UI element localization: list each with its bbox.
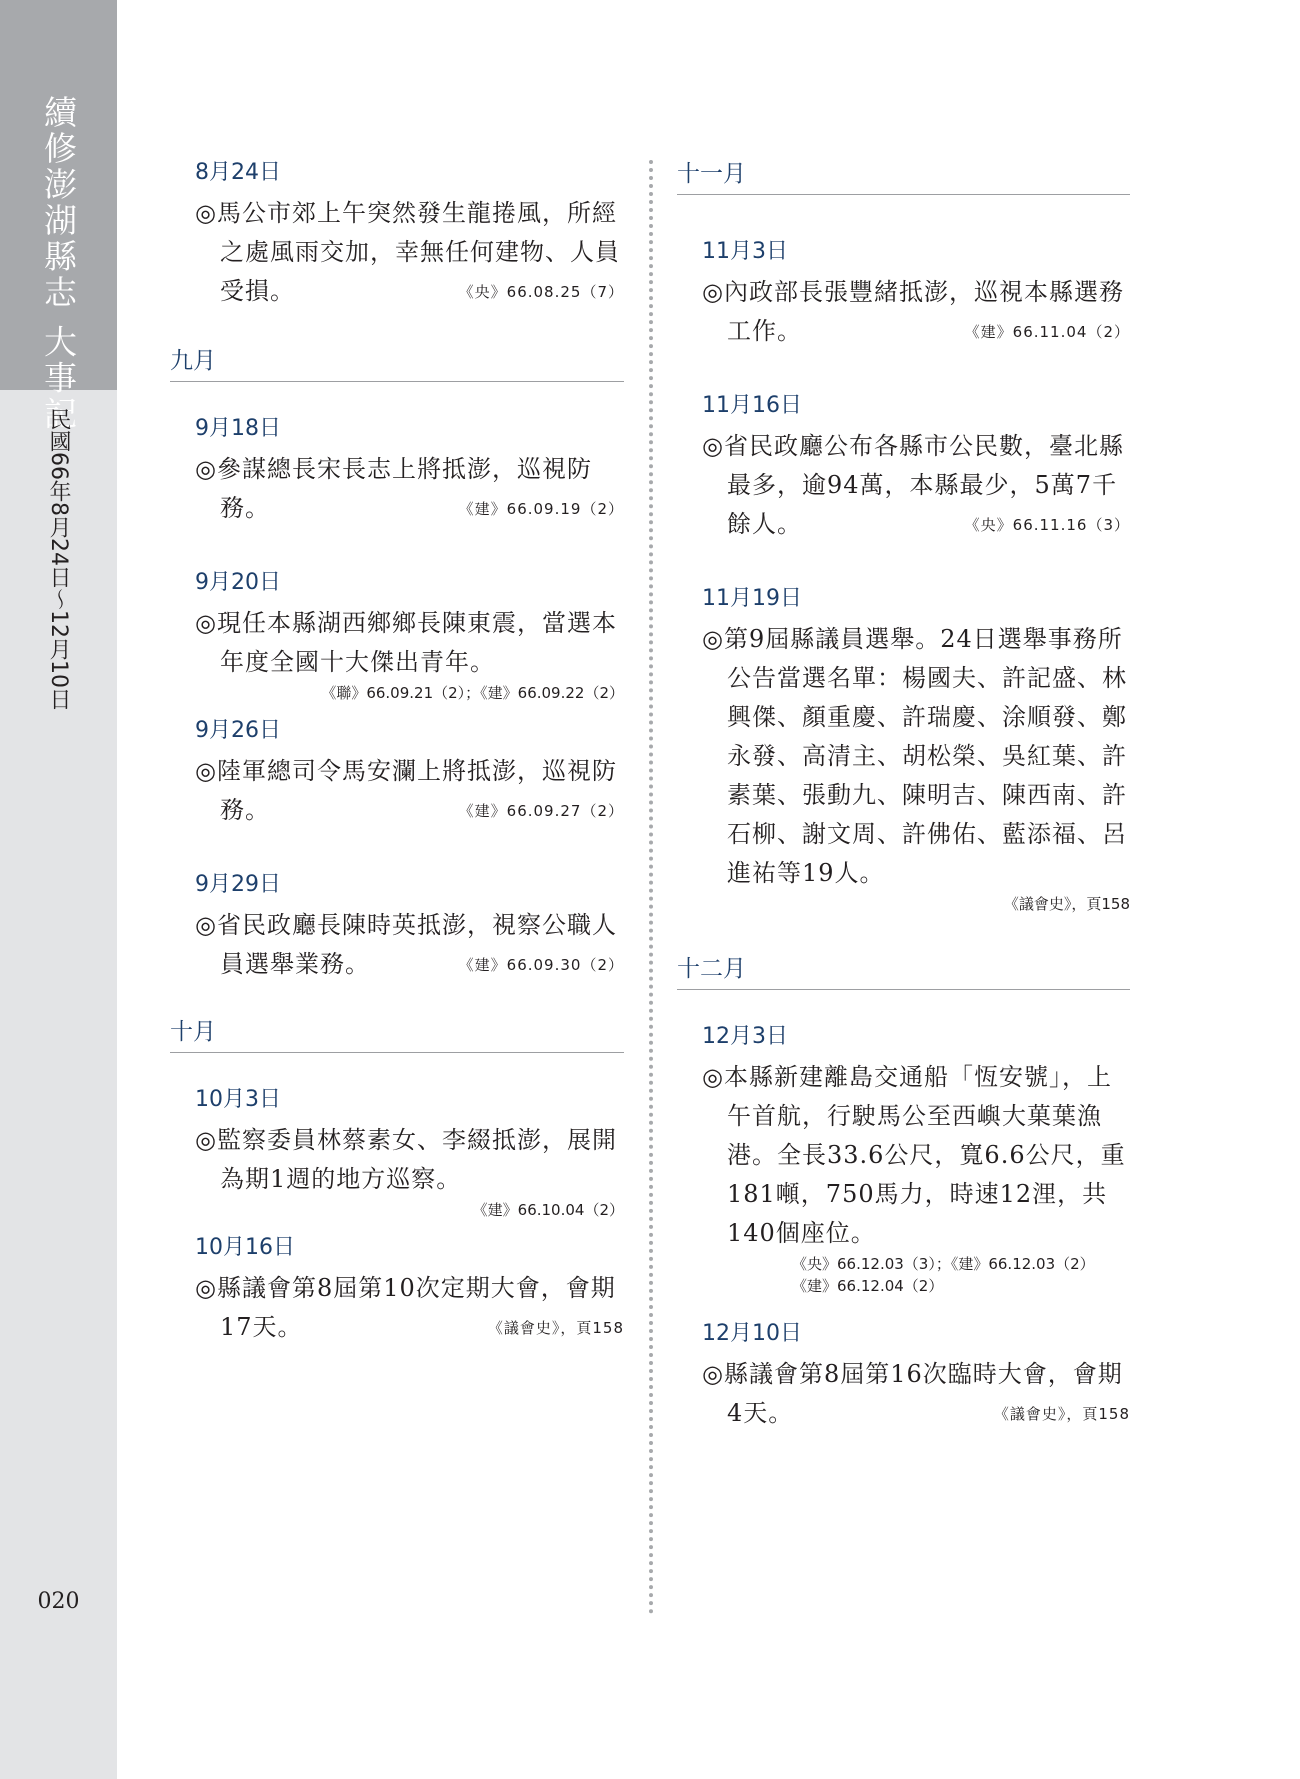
entry bbox=[195, 1233, 624, 1347]
entry-text: ◎內政部長張豐緒抵澎，巡視本縣選務工作。 《建》66.11.04（2） bbox=[702, 278, 1130, 345]
entry bbox=[702, 1319, 1130, 1433]
entry-date: 12月3日 bbox=[702, 1024, 788, 1049]
entry-date: 10月3日 bbox=[195, 1087, 281, 1112]
entry bbox=[195, 568, 624, 704]
entry-source: 《議會史》，頁158 bbox=[1003, 895, 1130, 913]
entry-date: 10月16日 bbox=[195, 1235, 295, 1260]
entry bbox=[702, 1022, 1130, 1297]
entry-source: 《央》66.11.16（3） bbox=[964, 516, 1130, 534]
entry-source: 《建》66.10.04（2） bbox=[472, 1201, 624, 1219]
entry bbox=[195, 716, 624, 830]
left-column bbox=[170, 158, 624, 1347]
entry-text: ◎省民政廳公布各縣市公民數，臺北縣最多，逾94萬，本縣最少，5萬7千餘人。 《央》66.11.16（3） bbox=[702, 432, 1130, 538]
entry-text: ◎參謀總長宋長志上將抵澎，巡視防務。 《建》66.09.19（2） bbox=[195, 455, 624, 522]
entry-source: 《建》66.09.30（2） bbox=[458, 956, 624, 974]
entry-text: ◎第9屆縣議員選舉。24日選舉事務所公告當選名單：楊國夫、許記盛、林興傑、顏重慶、許瑞慶、涂順發、鄭永發、高清主、胡松榮、吳紅葉、許素葉、張動九、陳明吉、陳西南、許石柳、謝文周、許佛佑、藍添福、呂進祐等19人。 bbox=[702, 625, 1127, 887]
entry-text: ◎縣議會第8屆第16次臨時大會，會期4天。 《議會史》，頁158 bbox=[702, 1360, 1130, 1427]
entry bbox=[702, 237, 1130, 351]
month-header-october: 十月 bbox=[170, 1008, 624, 1053]
month-header-september: 九月 bbox=[170, 337, 624, 382]
entry-source: 《央》66.08.25（7） bbox=[458, 283, 624, 301]
entry-text: ◎監察委員林蔡素女、李綴抵澎，展開為期1週的地方巡察。 bbox=[195, 1126, 617, 1193]
entry bbox=[702, 584, 1130, 915]
entry-source: 《聯》66.09.21（2）；《建》66.09.22（2） bbox=[321, 684, 624, 702]
month-header-december: 十二月 bbox=[677, 945, 1130, 990]
entry-text: ◎省民政廳長陳時英抵澎，視察公職人員選舉業務。 《建》66.09.30（2） bbox=[195, 911, 624, 978]
entry-date: 8月24日 bbox=[195, 160, 281, 185]
entry bbox=[195, 870, 624, 984]
entry-text: ◎陸軍總司令馬安瀾上將抵澎，巡視防務。 《建》66.09.27（2） bbox=[195, 757, 624, 824]
entry-date: 11月3日 bbox=[702, 239, 788, 264]
entry-text: ◎本縣新建離島交通船「恆安號」，上午首航，行駛馬公至西嶼大菓葉漁港。全長33.6公尺，寬6.6公尺，重181噸，750馬力，時速12浬，共140個座位。 bbox=[702, 1063, 1126, 1247]
entry-source: 《議會史》，頁158 bbox=[487, 1319, 624, 1337]
entry-text: ◎縣議會第8屆第10次定期大會，會期17天。 《議會史》，頁158 bbox=[195, 1274, 624, 1341]
entry-source: 《建》66.09.19（2） bbox=[458, 500, 624, 518]
entry-date: 9月29日 bbox=[195, 872, 281, 897]
entry-text: ◎現任本縣湖西鄉鄉長陳東震，當選本年度全國十大傑出青年。 bbox=[195, 609, 617, 676]
entry-source: 《建》66.12.04（2） bbox=[792, 1277, 944, 1295]
month-header-november: 十一月 bbox=[677, 158, 1130, 195]
entry-date: 9月18日 bbox=[195, 416, 281, 441]
column-divider bbox=[649, 160, 653, 1615]
entry-source: 《建》66.11.04（2） bbox=[964, 323, 1130, 341]
sidebar bbox=[0, 0, 117, 1779]
right-column bbox=[677, 158, 1130, 1433]
entry-date: 11月16日 bbox=[702, 393, 802, 418]
entry bbox=[195, 414, 624, 528]
entry bbox=[195, 158, 624, 311]
entry-date: 9月20日 bbox=[195, 570, 281, 595]
entry-date: 12月10日 bbox=[702, 1321, 802, 1346]
entry bbox=[702, 391, 1130, 544]
entry-source: 《央》66.12.03（3）；《建》66.12.03（2） bbox=[792, 1255, 1095, 1273]
book-title: 續修澎湖縣志 大事記 bbox=[39, 95, 78, 433]
entry-source: 《建》66.09.27（2） bbox=[458, 802, 624, 820]
entry-date: 9月26日 bbox=[195, 718, 281, 743]
page-number: 020 bbox=[37, 1589, 80, 1614]
date-range: 民國66年8月24日～12月10日 bbox=[46, 408, 71, 710]
entry bbox=[195, 1085, 624, 1221]
entry-date: 11月19日 bbox=[702, 586, 802, 611]
entry-text: ◎馬公市郊上午突然發生龍捲風，所經之處風雨交加，幸無任何建物、人員受損。 《央》66.08.25（7） bbox=[195, 199, 624, 305]
entry-source: 《議會史》，頁158 bbox=[993, 1405, 1130, 1423]
